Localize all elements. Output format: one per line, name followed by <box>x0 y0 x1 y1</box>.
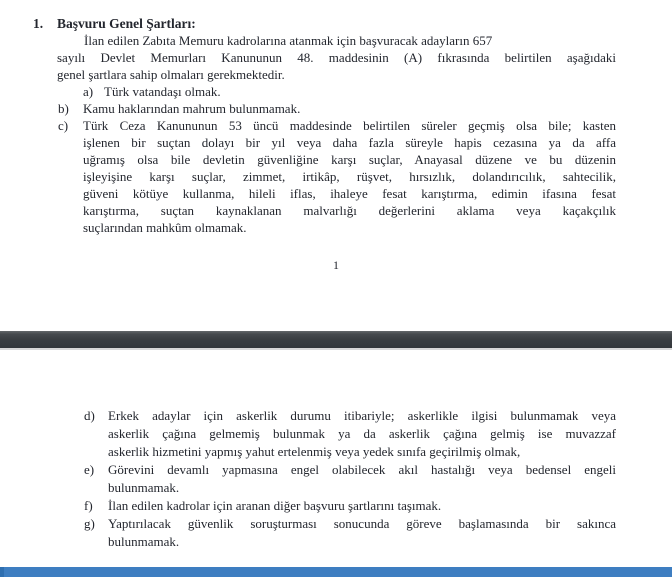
page-number: 1 <box>333 258 339 272</box>
list-item-line: suçlarından mahkûm olmamak. <box>83 220 247 235</box>
list-item-label-g: g) <box>84 516 95 531</box>
list-item-label-f: f) <box>84 498 93 513</box>
paragraph-line: sayılı Devlet Memurları Kanununun 48. maddesinin (A) fıkrasında belirtilen aşağıdaki <box>57 50 616 65</box>
list-item-line: güveni kötüye kullanma, hileli iflas, ihaleye fesat karıştırma, edimin ifasına fesat <box>83 186 616 201</box>
list-item-label-b: b) <box>58 101 69 116</box>
page-2 <box>0 350 672 567</box>
paragraph-line: İlan edilen Zabıta Memuru kadrolarına atanmak için başvuracak adayların 657 <box>84 33 493 48</box>
list-item-line: uğramış olsa bile devletin güvenliğine karşı suçlar, Anayasal düzene ve bu düzenin <box>83 152 616 167</box>
section-heading: Başvuru Genel Şartları: <box>57 16 196 31</box>
list-item-line: Kamu haklarından mahrum bulunmamak. <box>83 101 301 116</box>
list-item-line: Görevini devamlı yapmasına engel olabilecek akıl hastalığı veya bedensel engeli <box>108 462 616 477</box>
list-item-line: İlan edilen kadrolar için aranan diğer başvuru şartlarını taşımak. <box>108 498 442 513</box>
list-item-line: Yaptırılacak güvenlik soruşturması sonucunda göreve başlamasında bir sakınca <box>108 516 616 531</box>
list-item-label-a: a) <box>83 84 94 99</box>
list-item-line: askerlik hizmetini yapmış yahut ertelenmiş veya yedek sınıfa geçirilmiş olmak, <box>108 444 521 459</box>
list-item-line: karıştırma, suçtan kaynaklanan malvarlığı değerlerini aklama veya kaçakçılık <box>83 203 616 218</box>
list-item-line: Türk Ceza Kanununun 53 üncü maddesinde belirtilen süreler geçmiş olsa bile; kasten <box>83 118 616 133</box>
bottom-accent-bar <box>0 567 672 577</box>
list-item-label-e: e) <box>84 462 95 477</box>
list-item-line: işleyişine karşı suçlar, zimmet, irtikâp, rüşvet, hırsızlık, dolandırıcılık, sahtecilik, <box>83 169 616 184</box>
list-item-line: Türk vatandaşı olmak. <box>104 84 221 99</box>
list-item-line: Erkek adaylar için askerlik durumu itibariyle; askerlikle ilgisi bulunmamak veya <box>108 408 616 423</box>
page-separator-bar <box>0 331 672 348</box>
list-item-line: işlenen bir suçtan dolayı bir yıl veya daha fazla süreyle hapis cezasına ya da affa <box>83 135 616 150</box>
page-separator <box>0 331 672 350</box>
section-number: 1. <box>33 16 44 31</box>
list-item-label-c: c) <box>58 118 69 133</box>
paragraph-line: genel şartlara sahip olmaları gerekmektedir. <box>57 67 285 82</box>
list-item-line: askerlik çağına gelmemiş bulunmak ya da askerlik çağına gelmiş ise muvazzaf <box>108 426 616 441</box>
list-item-line: bulunmamak. <box>108 534 180 549</box>
list-item-line: bulunmamak. <box>108 480 180 495</box>
list-item-label-d: d) <box>84 408 95 423</box>
